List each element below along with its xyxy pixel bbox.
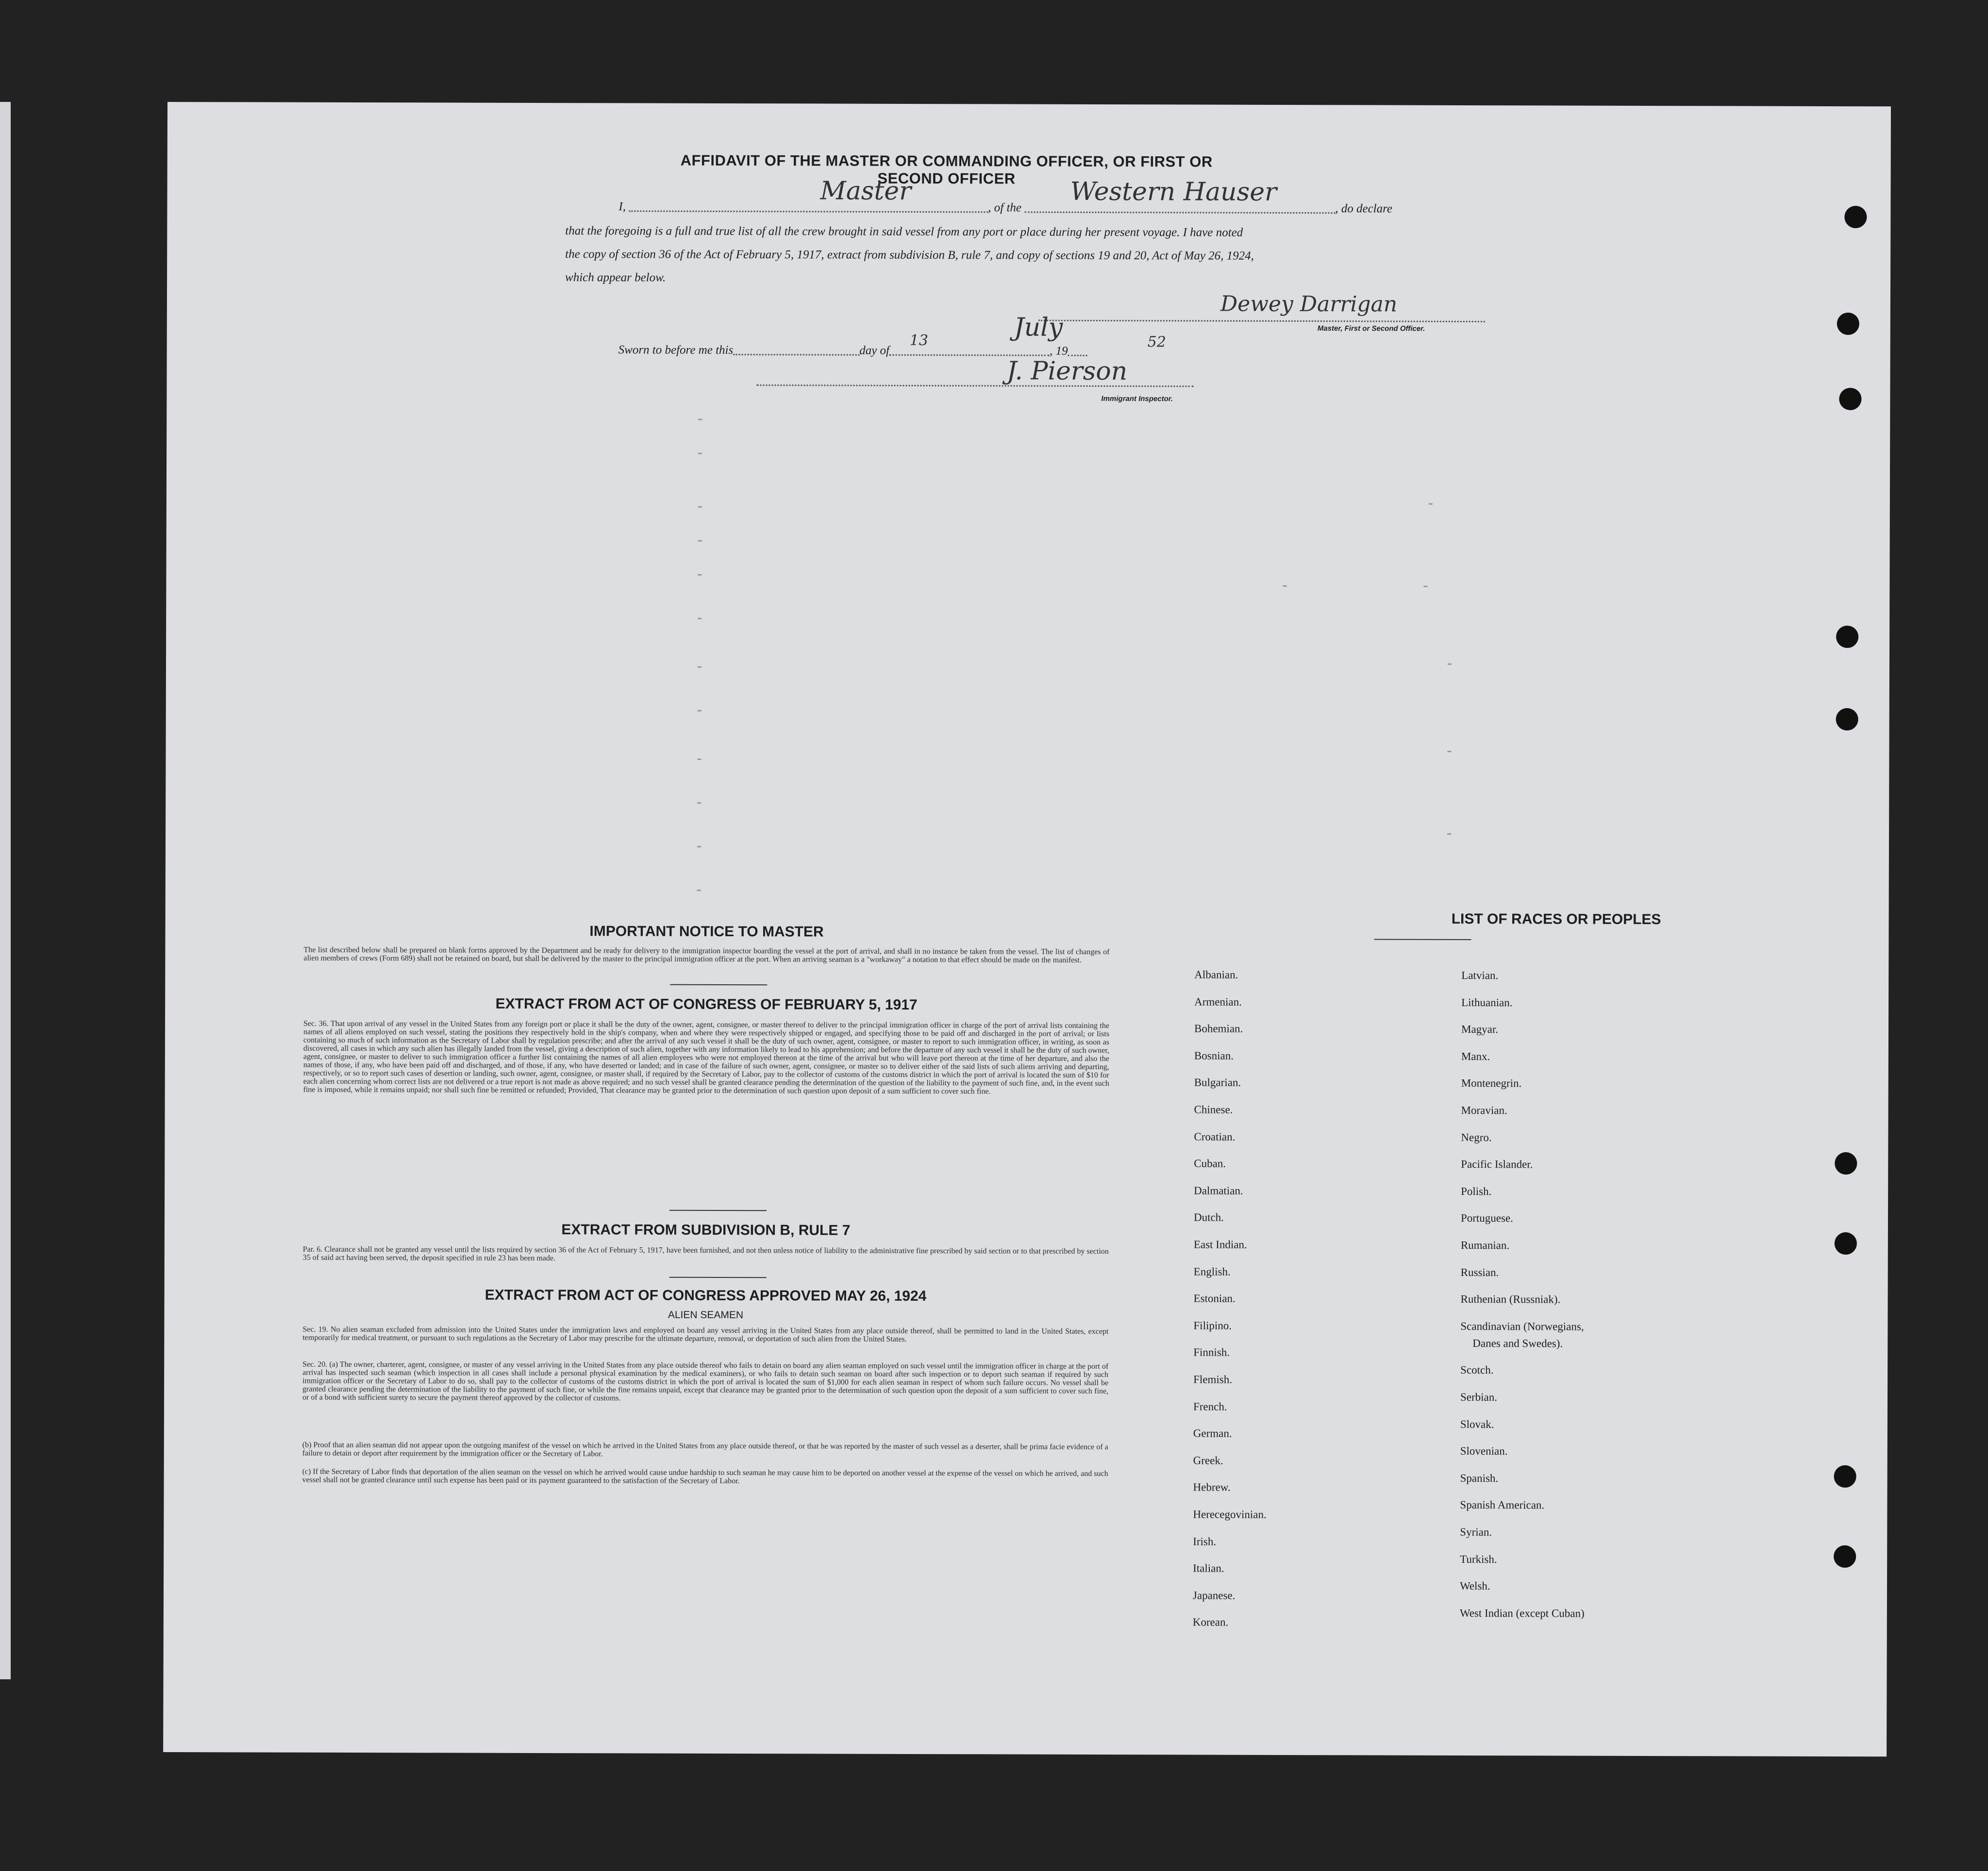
- manifest-sheet: [163, 102, 1891, 1756]
- extract-1924-para2: Sec. 20. (a) The owner, charterer, agent, consignee, or master of any vessel arriving in the United States from any place outside thereof who fails to detain on board any alien seaman employed on such vessel until the immigration officer in charge at the port of arrival has inspected such seaman (which inspection in all cases shall include a personal physical examination by the medical examiners), or who fails to detain such seaman on board after such inspection or to deport such seaman if required by such immigration officer or the Secretary of Labor to do so, shall pay to the collector of customs of the customs district in which the port of arrival is located the sum of $1,000 for each alien seaman in respect of whom such failure occurs. No vessel shall be granted clearance pending the determination of the liability to the payment of such fine, or while the fine remains unpaid, except that clearance may be granted prior to the determination of such question upon the deposit of a sum sufficient to cover such fine, or of a bond with sufficient surety to secure the payment thereof approved by the collector of customs.: [302, 1360, 1109, 1403]
- race-item: Scotch.: [1460, 1364, 1494, 1376]
- extract-1917-title: EXTRACT FROM ACT OF CONGRESS OF FEBRUARY 5, 1917: [495, 995, 918, 1013]
- race-item: Russian.: [1460, 1266, 1499, 1278]
- affidavit-title: AFFIDAVIT OF THE MASTER OR COMMANDING OFFICER, OR FIRST OR SECOND OFFICER: [680, 151, 1213, 187]
- sworn-prefix: Sworn to before me this: [618, 343, 734, 357]
- race-item: Dutch.: [1193, 1211, 1224, 1224]
- divider: [669, 1277, 767, 1278]
- punch-hole: [1835, 1152, 1857, 1175]
- race-item: Slovak.: [1460, 1418, 1494, 1430]
- race-item: Welsh.: [1459, 1580, 1490, 1592]
- race-item: English.: [1193, 1265, 1231, 1278]
- handwritten-title: Master: [820, 176, 912, 206]
- officer-caption: Master, First or Second Officer.: [1317, 324, 1425, 333]
- handwritten-year: 52: [1147, 333, 1166, 351]
- inspector-caption: Immigrant Inspector.: [1101, 395, 1173, 403]
- race-item: Magyar.: [1461, 1023, 1499, 1036]
- race-item: Serbian.: [1460, 1391, 1498, 1404]
- race-item: Latvian.: [1461, 969, 1499, 982]
- race-item: Slovenian.: [1460, 1445, 1508, 1457]
- race-item: Irish.: [1193, 1535, 1217, 1548]
- race-item: Albanian.: [1194, 968, 1238, 981]
- race-item: Armenian.: [1194, 995, 1242, 1008]
- extract-1924-para4: (c) If the Secretary of Labor finds that deportation of the alien seaman on the vessel on which he arrived would cause undue hardship to such seaman he may cause him to be deported on another vessel at the expense of the vessel on which he arrived, and such vessel shall not be granted clearance until such expense has been paid or its payment guaranteed to the satisfaction of the Secretary of Labor.: [302, 1467, 1108, 1486]
- sworn-day-of: day of: [859, 344, 890, 357]
- divider: [670, 984, 767, 986]
- race-item: Italian.: [1193, 1562, 1224, 1574]
- races-title: LIST OF RACES OR PEOPLES: [1451, 911, 1661, 928]
- punch-hole: [1835, 1232, 1857, 1255]
- race-item: West Indian (except Cuban): [1459, 1606, 1585, 1620]
- declaration-of: , of the: [988, 201, 1022, 215]
- race-item: Korean.: [1192, 1616, 1229, 1629]
- handwritten-day: 13: [909, 332, 928, 349]
- punch-hole: [1839, 388, 1861, 410]
- extract-rule7-text: Par. 6. Clearance shall not be granted any vessel until the lists required by section 36 of the Act of February 5, 1917, have been furnished, and not then unless notice of liability to the administrative fine prescribed by said section or to that prescribed by section 35 of said act having been served, the deposit specified in rule 23 has been made.: [302, 1245, 1109, 1263]
- race-item: Bulgarian.: [1194, 1076, 1241, 1089]
- race-item: Danes and Swedes).: [1472, 1337, 1563, 1350]
- notice-title: IMPORTANT NOTICE TO MASTER: [589, 923, 824, 940]
- race-item: Filipino.: [1193, 1319, 1232, 1332]
- race-item: Bohemian.: [1194, 1022, 1243, 1035]
- officer-signature-line: [1038, 318, 1485, 322]
- extract-1924-para3: (b) Proof that an alien seaman did not appear upon the outgoing manifest of the vessel on which he arrived in the United States from any place outside thereof, or that he was reported by the master of such vessel as a deserter, shall be prima facie evidence of a failure to detain or deport after requirement by the immigration officer or the Secretary of Labor.: [302, 1441, 1108, 1458]
- extract-1917-text: Sec. 36. That upon arrival of any vessel in the United States from any foreign port or place it shall be the duty of the owner, agent, consignee, or master thereof to deliver to the principal immigration officer in charge of the port of arrival lists containing the names of all aliens employed on such vessel, stating the positions they respectively hold in the ship's company, when and where they were respectively shipped or engaged, and specifying those to be paid off and discharged in the port of arrival; or lists containing so much of such information as the Secretary of Labor shall by regulation prescribe; and after the arrival of any such vessel it shall be the duty of such owner, agent, consignee, or master to report to such immigration officer, in writing, as soon as discovered, all cases in which any such alien has illegally landed from the vessel, giving a description of such alien, together with any information likely to lead to his apprehension; and before the departure of any such vessel it shall be the duty of such owner, agent, consignee, or master to deliver to such immigration officer a further list containing the names of all alien employees who were not employed thereon at the time of the arrival but who will leave port thereon at the time of her departure, and also the names of those, if any, who have been paid off and discharged, and of those, if any, who have deserted or landed; and in case of the failure of such owner, agent, consignee, or master so to deliver either of the said lists of such aliens arriving and departing, respectively, or so to report such cases of desertion or landing, such owner, agent, consignee, or master shall, if required by the Secretary of Labor, pay to the collector of customs of the customs district in which the port of arrival is located the sum of $10 for each alien concerning whom correct lists are not delivered or a true report is not made as above required; and no such vessel shall be granted clearance pending the determination of the question of the liability to the payment of such fine, and, in the event such fine is imposed, while it remains unpaid; nor shall such fine be remitted or refunded; Provided, That clearance may be granted prior to the determination of such question upon deposit of a sum sufficient to cover such fine.: [303, 1019, 1110, 1096]
- extract-1924-title: EXTRACT FROM ACT OF CONGRESS APPROVED MAY 26, 1924: [484, 1287, 927, 1305]
- extract-rule7-title: EXTRACT FROM SUBDIVISION B, RULE 7: [561, 1222, 851, 1239]
- race-item: Montenegrin.: [1461, 1077, 1522, 1090]
- race-item: Chinese.: [1194, 1103, 1233, 1116]
- punch-hole: [1837, 313, 1859, 335]
- race-item: French.: [1193, 1400, 1227, 1413]
- race-item: Ruthenian (Russniak).: [1460, 1293, 1561, 1306]
- punch-hole: [1834, 1545, 1856, 1568]
- notice-text: The list described below shall be prepared on blank forms approved by the Department and be ready for delivery to the immigration inspector boarding the vessel at the port of arrival, and shall in no instance be taken from the vessel. The list of changes of alien members of crews (Form 689) shall not be retained on board, but shall be delivered by the master to the principal immigration officer at the port. When an arriving seaman is a "workaway" a notation to that effect should be made on the manifest.: [303, 945, 1110, 964]
- race-item: Polish.: [1461, 1185, 1492, 1197]
- handwritten-month: July: [1014, 313, 1063, 342]
- punch-hole: [1836, 626, 1858, 648]
- punch-hole: [1834, 1465, 1856, 1488]
- officer-signature: Dewey Darrigan: [1220, 291, 1398, 317]
- race-item: Rumanian.: [1460, 1239, 1510, 1252]
- declaration-i: I,: [618, 200, 626, 214]
- race-item: Flemish.: [1193, 1373, 1233, 1386]
- handwritten-vessel-name: Western Hauser: [1070, 177, 1277, 207]
- race-item: Scandinavian (Norwegians,: [1460, 1320, 1584, 1333]
- race-item: Bosnian.: [1194, 1049, 1234, 1062]
- extract-1924-para1: Sec. 19. No alien seaman excluded from admission into the United States under the immigration laws and employed on board any vessel arriving in the United States from any place outside thereof, shall be permitted to land in the United States, except temporarily for medical treatment, or pursuant to such regulations as the Secretary of Labor may prescribe for the ultimate departure, removal, or deportation of such alien from the United States.: [302, 1325, 1109, 1343]
- race-item: Negro.: [1461, 1131, 1492, 1143]
- race-item: Japanese.: [1192, 1589, 1236, 1602]
- declaration-text-3: which appear below.: [565, 271, 666, 284]
- race-item: Herecegovinian.: [1193, 1508, 1267, 1521]
- declaration-text-2: the copy of section 36 of the Act of February 5, 1917, extract from subdivision B, rule 7, and copy of sections 19 and 20, Act of May 26, 1924,: [565, 248, 1254, 263]
- race-item: Greek.: [1193, 1454, 1223, 1467]
- race-item: Turkish.: [1460, 1553, 1497, 1565]
- race-item: Cuban.: [1194, 1157, 1226, 1170]
- race-item: Croatian.: [1194, 1130, 1236, 1143]
- divider: [1374, 939, 1471, 941]
- inspector-signature-line: [756, 382, 1193, 387]
- race-item: Lithuanian.: [1461, 996, 1513, 1009]
- race-item: East Indian.: [1193, 1238, 1247, 1251]
- declaration-declare: , do declare: [1335, 202, 1393, 215]
- race-item: Moravian.: [1461, 1104, 1507, 1117]
- race-item: Estonian.: [1193, 1292, 1236, 1305]
- race-item: Finnish.: [1193, 1346, 1230, 1359]
- extract-1924-subtitle: ALIEN SEAMEN: [668, 1309, 744, 1321]
- race-item: Hebrew.: [1193, 1481, 1231, 1494]
- race-item: Spanish.: [1460, 1472, 1499, 1484]
- adjacent-page-edge: [0, 102, 11, 1679]
- declaration-text-1: that the foregoing is a full and true list of all the crew brought in said vessel from any port or place during her present voyage. I have noted: [565, 224, 1243, 239]
- race-item: Dalmatian.: [1194, 1184, 1243, 1197]
- punch-hole: [1844, 206, 1867, 228]
- race-item: Pacific Islander.: [1461, 1158, 1533, 1171]
- race-item: Syrian.: [1460, 1525, 1492, 1539]
- divider: [669, 1210, 767, 1211]
- race-item: Manx.: [1461, 1050, 1490, 1062]
- race-item: Spanish American.: [1460, 1499, 1545, 1511]
- race-item: German.: [1193, 1427, 1232, 1440]
- race-item: Portuguese.: [1460, 1212, 1513, 1225]
- punch-hole: [1836, 708, 1858, 730]
- inspector-signature: J. Pierson: [1006, 356, 1128, 386]
- sworn-year-prefix: , 19: [1049, 344, 1068, 358]
